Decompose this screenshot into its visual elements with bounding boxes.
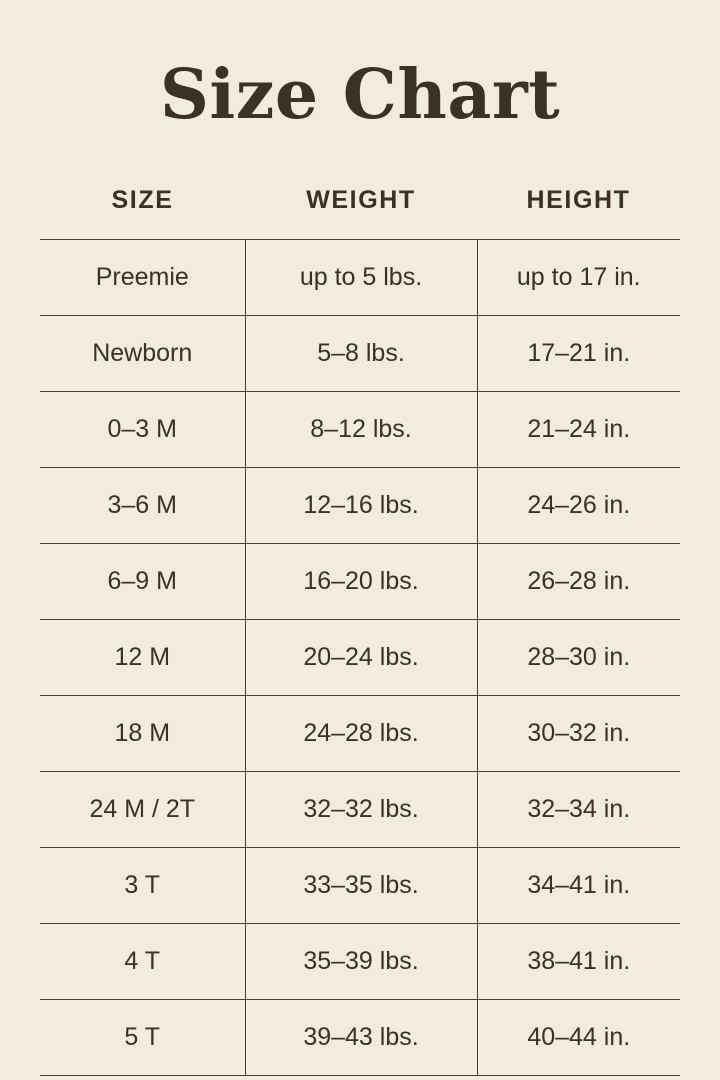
cell-height: 17–21 in. [477, 316, 680, 392]
cell-height: 38–41 in. [477, 924, 680, 1000]
table-header [40, 186, 680, 240]
cell-weight: 20–24 lbs. [245, 620, 477, 696]
cell-size: 5 T [40, 1000, 245, 1076]
cell-size: 6–9 M [40, 544, 245, 620]
cell-size: 4 T [40, 924, 245, 1000]
cell-size: Preemie [40, 240, 245, 316]
cell-height: 26–28 in. [477, 544, 680, 620]
cell-weight: 35–39 lbs. [245, 924, 477, 1000]
cell-height: up to 17 in. [477, 240, 680, 316]
table-row [40, 544, 680, 620]
cell-height: 24–26 in. [477, 468, 680, 544]
table-row [40, 848, 680, 924]
cell-weight: 39–43 lbs. [245, 1000, 477, 1076]
cell-size: 3–6 M [40, 468, 245, 544]
cell-weight: 16–20 lbs. [245, 544, 477, 620]
cell-height: 32–34 in. [477, 772, 680, 848]
size-chart-table [40, 186, 680, 1076]
size-chart-table-container [40, 186, 680, 1076]
cell-height: 34–41 in. [477, 848, 680, 924]
table-row [40, 468, 680, 544]
cell-size: 0–3 M [40, 392, 245, 468]
table-row [40, 696, 680, 772]
table-row [40, 316, 680, 392]
cell-size: 18 M [40, 696, 245, 772]
table-row [40, 1000, 680, 1076]
table-row [40, 772, 680, 848]
cell-height: 40–44 in. [477, 1000, 680, 1076]
cell-weight: 5–8 lbs. [245, 316, 477, 392]
cell-height: 28–30 in. [477, 620, 680, 696]
cell-weight: 8–12 lbs. [245, 392, 477, 468]
cell-weight: 24–28 lbs. [245, 696, 477, 772]
table-row [40, 240, 680, 316]
page-title: Size Chart [159, 55, 561, 135]
cell-size: 24 M / 2T [40, 772, 245, 848]
table-header-row [40, 186, 680, 240]
cell-weight: 33–35 lbs. [245, 848, 477, 924]
table-body [40, 240, 680, 1076]
cell-weight: 32–32 lbs. [245, 772, 477, 848]
column-header-size: SIZE [111, 186, 174, 214]
table-row [40, 392, 680, 468]
column-header-weight: WEIGHT [306, 186, 416, 214]
cell-height: 21–24 in. [477, 392, 680, 468]
table-row [40, 620, 680, 696]
table-row [40, 924, 680, 1000]
cell-size: Newborn [40, 316, 245, 392]
cell-size: 12 M [40, 620, 245, 696]
column-header-height: HEIGHT [526, 186, 631, 214]
cell-weight: up to 5 lbs. [245, 240, 477, 316]
cell-weight: 12–16 lbs. [245, 468, 477, 544]
cell-height: 30–32 in. [477, 696, 680, 772]
cell-size: 3 T [40, 848, 245, 924]
